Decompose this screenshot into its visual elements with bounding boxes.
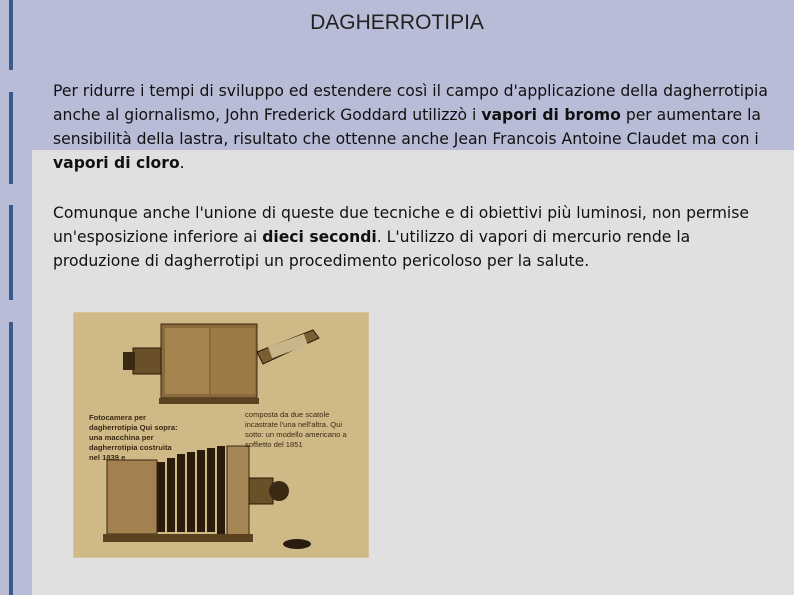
bold-term: dieci secondi <box>262 228 377 246</box>
left-margin-strip <box>0 0 32 595</box>
text-run: . <box>179 154 185 172</box>
bold-term: vapori di cloro <box>53 154 180 172</box>
accent-bar <box>9 205 13 300</box>
text-run: per aumentare la sensibilità della lastra, risultato che ottenne anche Jean Francois Antoine Claudet ma con i <box>53 106 761 148</box>
photo-caption-left: Fotocamera per dagherrotipia Qui sopra: una macchina per dagherrotipia costruita nel 1839 e <box>89 413 178 462</box>
paragraph-2 <box>53 201 773 273</box>
accent-bar <box>9 92 13 184</box>
text-run: . L'utilizzo di vapori di mercurio rende la produzione di dagherrotipi un procedimento pericoloso per la salute. <box>53 228 691 270</box>
daguerreotype-camera-photo <box>73 312 369 558</box>
text-run: Comunque anche l'unione di queste due tecniche e di obiettivi più luminosi, non permise un'esposizione inferiore ai <box>53 204 749 246</box>
slide-title: DAGHERROTIPIA <box>310 11 484 34</box>
accent-bar <box>9 322 13 595</box>
text-run: Per ridurre i tempi di sviluppo ed estendere così il campo d'applicazione della dagherrotipia anche al giornalismo, John Frederick Goddard utilizzò i <box>53 82 768 124</box>
photo-caption-right: composta da due scatole incastrate l'una nell'altra. Qui sotto: un modello americano a soffietto del 1851 <box>245 410 347 449</box>
paragraph-1 <box>53 79 773 175</box>
bold-term: vapori di bromo <box>481 106 621 124</box>
box-camera-1839 <box>123 324 319 404</box>
